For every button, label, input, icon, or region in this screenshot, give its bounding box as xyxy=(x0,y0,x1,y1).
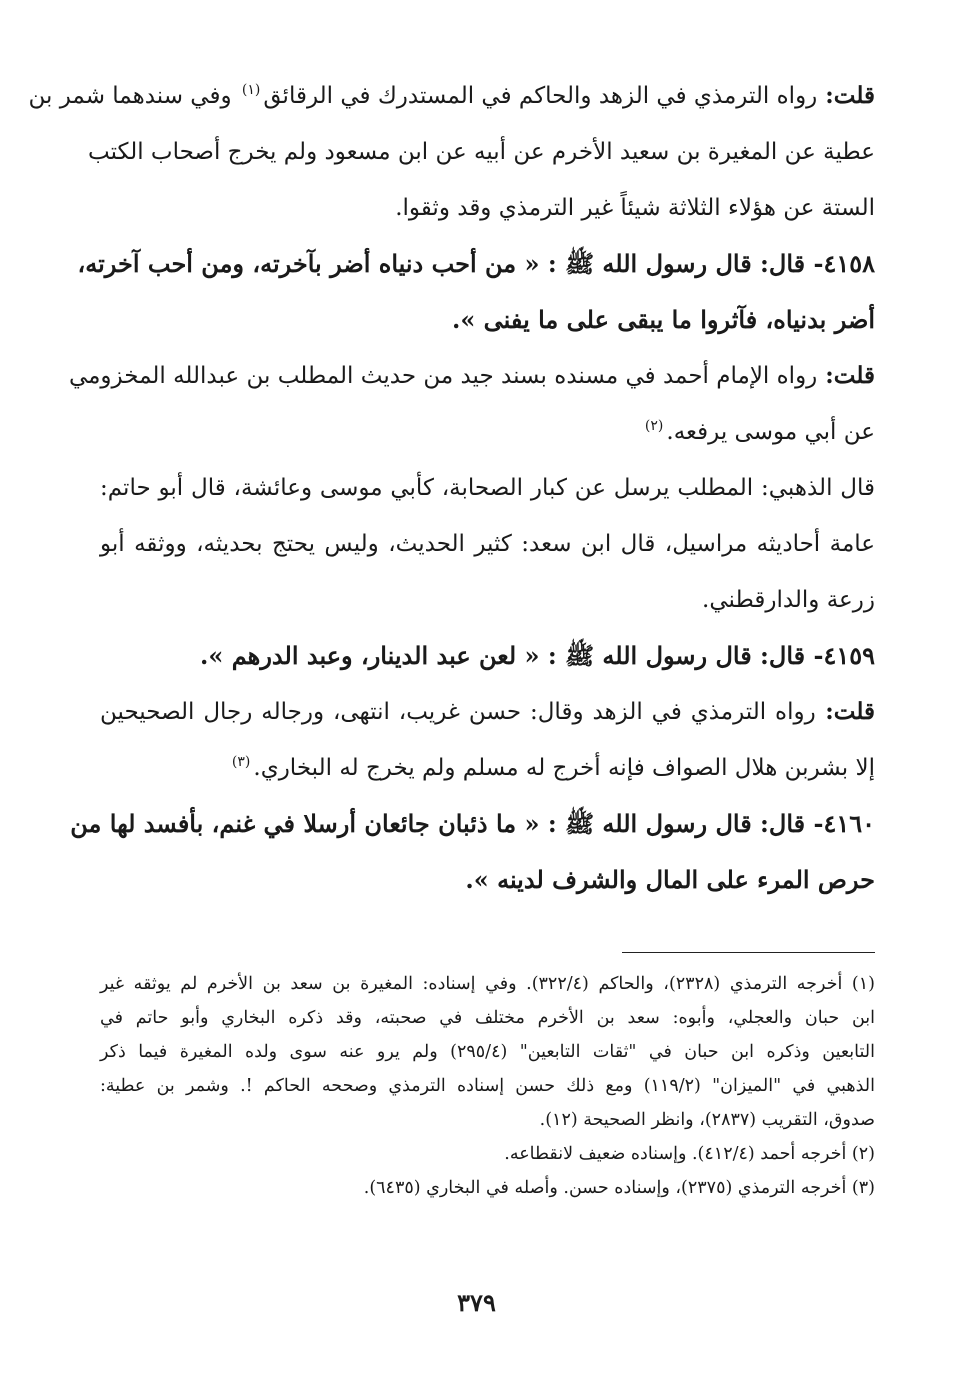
text-span: إلا بشربن هلال الصواف فإنه أخرج له مسلم ولم يخرج له البخاري. xyxy=(253,755,875,781)
footnote-line: صدوق، التقريب (٢٨٣٧)، وانظر الصحيحة (١٢). xyxy=(539,1110,875,1130)
hadith-line xyxy=(100,628,875,684)
text-span: حرص المرء على المال والشرف لدينه ». xyxy=(465,865,875,894)
text-line xyxy=(100,572,875,628)
text-line xyxy=(28,68,875,124)
text-span: ٤١٥٩- قال: قال رسول الله ﷺ : « لعن عبد الدينار، وعبد الدرهم ». xyxy=(200,641,875,670)
footnote-line: (١) أخرجه الترمذي (٢٣٢٨)، والحاكم (٣٢٢/٤). وفي إسناده: المغيرة بن سعد بن الأخرم لم يوثقه غير xyxy=(100,974,875,994)
text-line xyxy=(100,516,875,572)
hadith-line xyxy=(77,236,875,292)
text-span: رواه الترمذي في الزهد والحاكم في المستدرك في الرقائق xyxy=(263,83,818,109)
footnote-marker: (١) xyxy=(241,82,261,99)
footnote-line: (٣) أخرجه الترمذي (٢٣٧٥)، وإسناده حسن. وأصله في البخاري (٦٤٣٥). xyxy=(363,1178,875,1198)
text-span: رواه الترمذي في الزهد وقال: حسن غريب، انتهى، ورجاله رجال الصحيحين xyxy=(100,699,816,725)
text-span: ٤١٦٠- قال: قال رسول الله ﷺ : « ما ذئبان جائعان أرسلا في غنم، بأفسد لها من xyxy=(70,809,875,838)
text-line xyxy=(87,124,875,180)
text-span: الستة عن هؤلاء الثلاثة شيئاً غير الترمذي وقد وثقوا. xyxy=(395,195,875,221)
footnote-separator xyxy=(622,952,875,953)
hadith-line xyxy=(70,796,875,852)
text-span: عن أبي موسى يرفعه. xyxy=(666,419,875,445)
text-line xyxy=(100,404,875,460)
text-line xyxy=(68,348,875,404)
qult-label: قلت: xyxy=(817,82,875,109)
text-span: أضر بدنياه، فآثروا ما يبقى على ما يفنى ». xyxy=(451,305,875,334)
text-span: عطية عن المغيرة بن سعيد الأخرم عن أبيه عن ابن مسعود ولم يخرج أصحاب الكتب xyxy=(87,139,875,165)
footnote-line: التابعين وذكره ابن حبان في "ثقات التابعين" (٢٩٥/٤) ولم يرو عنه سوى ولده المغيرة فيما ذكر xyxy=(100,1042,875,1062)
footnote-line: ابن حبان والعجلي، وأبوه: سعد بن الأخرم مختلف في صحبته، وقد ذكره البخاري وأبو حاتم في xyxy=(100,1008,875,1028)
text-line xyxy=(100,740,875,796)
footnote-marker: (٣) xyxy=(231,754,251,771)
text-span: ٤١٥٨- قال: قال رسول الله ﷺ : « من أحب دنياه أضر بآخرته، ومن أحب آخرته، xyxy=(77,249,875,278)
text-line xyxy=(100,460,875,516)
text-line xyxy=(100,180,875,236)
footnote-marker: (٢) xyxy=(644,418,664,435)
footnote-line: الذهبي في "الميزان" (١١٩/٢) ومع ذلك حسن إسناده الترمذي وصححه الحاكم !. وشمر بن عطية: xyxy=(100,1076,875,1096)
text-span: قال الذهبي: المطلب يرسل عن كبار الصحابة، كأبي موسى وعائشة، قال أبو حاتم: xyxy=(100,475,875,501)
footnote-line: (٢) أخرجه أحمد (٤١٢/٤). وإسناده ضعيف لانقطاعه. xyxy=(504,1144,875,1164)
hadith-line xyxy=(100,852,875,908)
text-span: رواه الإمام أحمد في مسنده بسند جيد من حديث المطلب بن عبدالله المخزومي xyxy=(68,363,818,389)
qult-label: قلت: xyxy=(815,698,875,725)
qult-label: قلت: xyxy=(817,362,875,389)
footnotes-block xyxy=(100,967,875,1205)
text-span: عامة أحاديثه مراسيل، قال ابن سعد: كثير الحديث، وليس يحتج بحديثه، ووثقه أبو xyxy=(100,531,875,557)
text-span: زرعة والدارقطني. xyxy=(702,587,875,613)
hadith-line xyxy=(100,292,875,348)
text-span: وفي سندهما شمر بن xyxy=(28,83,239,109)
text-line xyxy=(100,684,875,740)
page-number: ٣٧٩ xyxy=(457,1288,496,1317)
main-text-block xyxy=(28,68,875,908)
